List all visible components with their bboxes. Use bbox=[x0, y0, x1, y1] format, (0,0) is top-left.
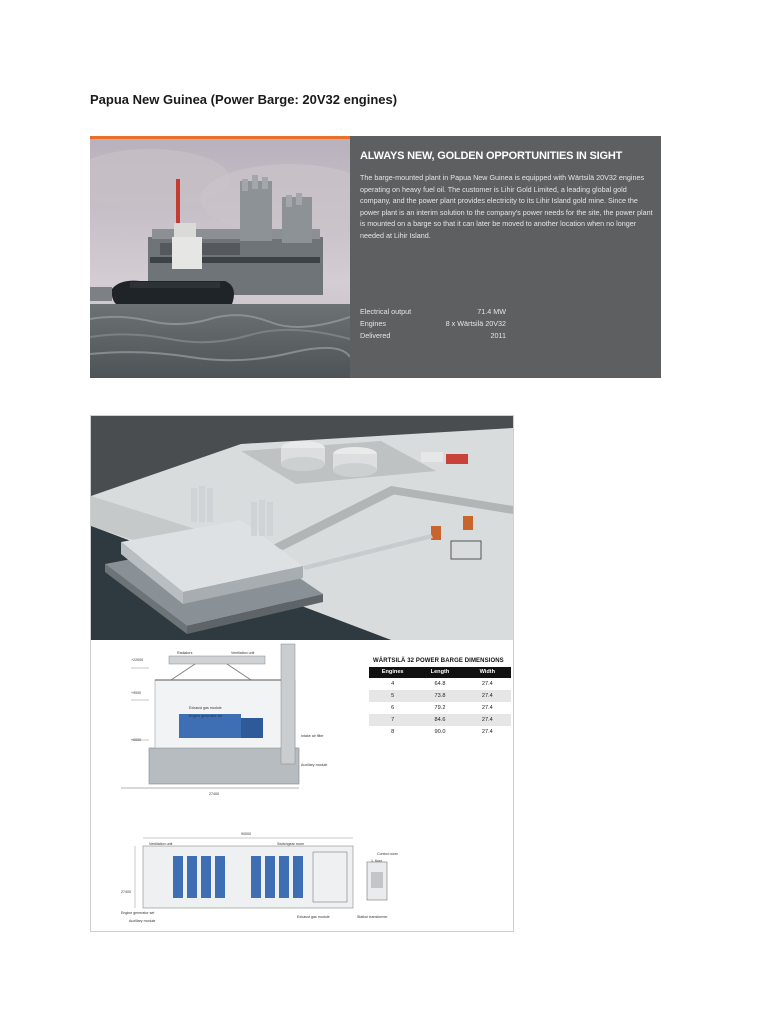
label-control-room: Control room bbox=[377, 852, 398, 856]
dimensions-header-row bbox=[369, 667, 511, 678]
table-cell: 27.4 bbox=[481, 693, 493, 699]
table-cell: 79.2 bbox=[434, 705, 446, 711]
table-cell: 4 bbox=[391, 681, 395, 687]
label-engine-generator-set: Engine generator set bbox=[189, 714, 223, 718]
barge-render-card bbox=[90, 415, 514, 932]
label-plan-ventilation-unit: Ventilation unit bbox=[149, 842, 173, 846]
table-cell: 64.8 bbox=[434, 681, 446, 687]
label-switchgear-room: Switchgear room bbox=[277, 842, 304, 846]
table-cell: 5 bbox=[391, 693, 395, 699]
dimensions-header-engines: Engines bbox=[381, 669, 404, 675]
label-ventilation-unit: Ventilation unit bbox=[231, 651, 255, 655]
banner-body: The barge-mounted plant in Papua New Guinea is equipped with Wärtsilä 20V32 engines operating on heavy fuel oil. The customer is Lihir Gold Limited, a leading global gold company, and the power plant provides electricity to its Lihir Island gold mine. Since the power plant is an interim solution to the company's power needs for the site, the power plant is mounted on a barge so that it can later be moved to another location when no longer needed at Lihir Island. bbox=[360, 173, 653, 240]
dimensions-table bbox=[369, 667, 511, 738]
label-section-width: 27400 bbox=[209, 792, 219, 796]
document-title: Papua New Guinea (Power Barge: 20V32 engines) bbox=[90, 92, 398, 107]
dimensions-header-width: Width bbox=[479, 669, 496, 675]
spec-row bbox=[360, 330, 506, 342]
label-radiators: Radiators bbox=[177, 651, 193, 655]
table-cell: 27.4 bbox=[481, 717, 493, 723]
label-station-transformer: Station transformer bbox=[357, 915, 388, 919]
table-cell: 27.4 bbox=[481, 729, 493, 735]
table-row bbox=[369, 678, 511, 690]
label-intake-air-filter: Intake air filter bbox=[301, 734, 324, 738]
table-cell: 6 bbox=[391, 705, 395, 711]
spec-value: 8 x Wärtsilä 20V32 bbox=[445, 319, 506, 328]
dimensions-header-length: Length bbox=[430, 669, 450, 675]
label-auxiliary-module: Auxiliary module bbox=[301, 763, 328, 767]
label-plan-auxiliary-module: Auxiliary module bbox=[129, 919, 156, 923]
table-cell: 27.4 bbox=[481, 705, 493, 711]
table-row bbox=[369, 714, 511, 726]
banner-heading: ALWAYS NEW, GOLDEN OPPORTUNITIES IN SIGHT bbox=[360, 150, 623, 162]
spec-row bbox=[360, 318, 506, 330]
table-cell: 7 bbox=[391, 717, 395, 723]
label-plan-engine-generator-set: Engine generator set bbox=[121, 911, 155, 915]
label-plan-exhaust-gas-module: Exhaust gas module bbox=[297, 915, 330, 919]
spec-value: 2011 bbox=[490, 331, 506, 340]
label-floor: 1. floor bbox=[371, 859, 382, 863]
table-cell: 8 bbox=[391, 729, 395, 735]
table-row bbox=[369, 690, 511, 702]
banner-text-panel bbox=[350, 136, 661, 378]
label-elevation-top: +22000 bbox=[131, 658, 144, 662]
table-row bbox=[369, 702, 511, 714]
label-elevation-mid: +9000 bbox=[131, 691, 142, 695]
spec-table bbox=[360, 306, 506, 342]
table-cell: 84.6 bbox=[434, 717, 446, 723]
table-cell: 90.0 bbox=[434, 729, 446, 735]
spec-label: Engines bbox=[360, 319, 386, 328]
table-cell: 73.8 bbox=[434, 693, 446, 699]
spec-row bbox=[360, 306, 506, 318]
spec-value: 71.4 MW bbox=[477, 307, 506, 316]
label-plan-side: 27400 bbox=[121, 890, 131, 894]
spec-label: Electrical output bbox=[360, 307, 412, 316]
table-cell: 27.4 bbox=[481, 681, 493, 687]
project-banner bbox=[90, 136, 661, 378]
spec-label: Delivered bbox=[360, 331, 391, 340]
barge-3d-render bbox=[91, 416, 513, 640]
label-elevation-base: +0000 bbox=[131, 738, 142, 742]
dimensions-title: WÄRTSILÄ 32 POWER BARGE DIMENSIONS bbox=[373, 658, 504, 664]
label-exhaust-gas-module: Exhaust gas module bbox=[189, 706, 222, 710]
label-plan-length: 90000 bbox=[241, 832, 251, 836]
table-row bbox=[369, 726, 511, 738]
barge-photo bbox=[90, 139, 350, 378]
